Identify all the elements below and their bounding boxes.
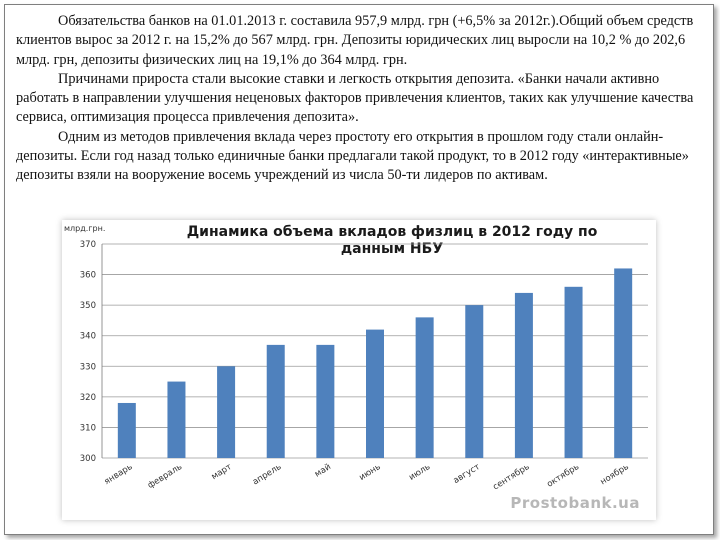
paragraph-1: Обязательства банков на 01.01.2013 г. составила 957,9 млрд. грн (+6,5% за 2012г.).Общий объем средств клиентов вырос за 2012 г. на 15,2% до 567 млрд. грн. Депозиты юридических лиц выросли на 10,2 % до 202,6 млрд. грн, депозиты физических лиц на 19,1% до 364 млрд. грн. (16, 13, 694, 68)
x-tick-label: март (209, 462, 234, 483)
paragraph-3: Одним из методов привлечения вклада через простоту его открытия в прошлом году стали онлайн-депозиты. Если год назад только единичные банки предлагали такой продукт, то в 2012 году «интерактивные» депозиты взяли на вооружение восемь учреждений из числа 50-ти лидеров по активам. (16, 128, 689, 184)
bar (118, 403, 136, 458)
y-tick-label: 370 (79, 240, 96, 250)
bar (366, 330, 384, 458)
y-tick-label: 310 (79, 423, 96, 434)
y-tick-label: 340 (79, 331, 96, 342)
y-axis-unit-label: млрд.грн. (64, 224, 106, 233)
x-tick-label: сентябрь (491, 462, 532, 493)
y-tick-label: 300 (79, 454, 96, 464)
chart-title: Динамика объема вкладов физлиц в 2012 году по данным НБУ (186, 224, 598, 257)
bar (167, 382, 185, 458)
y-tick-label: 330 (79, 362, 96, 373)
x-tick-label: июль (407, 462, 433, 483)
y-tick-label: 320 (79, 392, 96, 403)
bar (316, 345, 334, 458)
x-tick-label: февраль (146, 462, 185, 491)
bar (614, 268, 632, 458)
x-tick-label: май (313, 462, 333, 480)
bar (565, 287, 583, 458)
watermark-logo: Prostobank.ua (510, 494, 640, 512)
x-tick-label: ноябрь (598, 462, 631, 488)
x-tick-label: июнь (357, 462, 383, 483)
bar (416, 317, 434, 458)
y-tick-label: 360 (79, 270, 96, 281)
x-tick-label: апрель (251, 462, 284, 488)
x-tick-label: август (451, 462, 482, 487)
y-tick-label: 350 (79, 301, 96, 312)
body-text (16, 12, 704, 186)
x-tick-label: октябрь (545, 462, 582, 490)
chart-plot (62, 220, 656, 520)
bar (465, 305, 483, 458)
x-tick-label: январь (102, 462, 135, 488)
bar-chart (62, 220, 656, 520)
bar (217, 366, 235, 458)
paragraph-2: Причинами прироста стали высокие ставки и легкость открытия депозита. «Банки начали активно работать в направлении улучшения неценовых факторов привлечения клиентов, таких как улучшение качества сервиса, оптимизация процесса привлечения депозита». (16, 70, 694, 126)
bar (267, 345, 285, 458)
bar (515, 293, 533, 458)
